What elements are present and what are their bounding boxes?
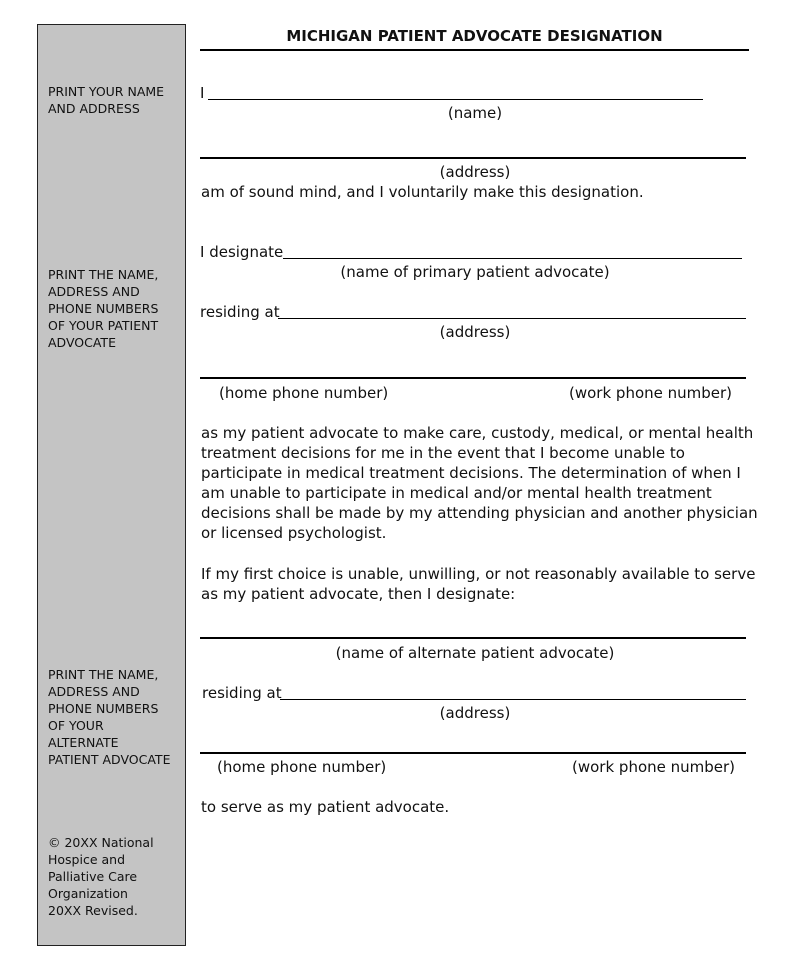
residing-label: residing at [200, 303, 280, 321]
primary-advocate-address-field[interactable] [278, 318, 746, 319]
title-underline [200, 49, 749, 51]
primary-advocate-name-field[interactable] [283, 258, 742, 259]
alt-home-phone-caption: (home phone number) [217, 758, 387, 776]
address-field[interactable] [200, 157, 746, 159]
copyright-notice: © 20XX National Hospice and Palliative Care Organization 20XX Revised. [48, 835, 154, 918]
alt-residing-label: residing at [202, 684, 282, 702]
home-phone-caption: (home phone number) [219, 384, 389, 402]
work-phone-caption: (work phone number) [569, 384, 733, 402]
instruction-sidebar [37, 24, 186, 946]
address-caption: (address) [439, 163, 511, 181]
alt-work-phone-caption: (work phone number) [572, 758, 736, 776]
alternate-advocate-caption: (name of alternate patient advocate) [335, 644, 615, 662]
sound-mind-statement: am of sound mind, and I voluntarily make this designation. [201, 183, 644, 201]
alt-address-caption: (address) [439, 704, 511, 722]
note-name-address: PRINT YOUR NAME AND ADDRESS [48, 84, 165, 116]
i-label: I [200, 84, 205, 102]
note-primary-advocate: PRINT THE NAME, ADDRESS AND PHONE NUMBERS OF YOUR PATIENT ADVOCATE [48, 267, 159, 350]
alternate-phone-field[interactable] [200, 752, 746, 754]
alternate-advocate-address-field[interactable] [280, 699, 746, 700]
primary-phone-field[interactable] [200, 377, 746, 379]
alternate-intro-paragraph: If my first choice is unable, unwilling, or not reasonably available to serve as my patient advocate, then I designate: [201, 565, 756, 603]
advocate-authority-paragraph: as my patient advocate to make care, custody, medical, or mental health treatment decisions for me in the event that I become unable to participate in medical treatment decisions. The determination of when I am unable to participate in medical and/or mental health treatment decisions shall be made by my attending physician and another physician or licensed psychologist. [201, 424, 758, 542]
alternate-advocate-name-field[interactable] [200, 637, 746, 639]
primary-address-caption: (address) [439, 323, 511, 341]
name-caption: (name) [447, 104, 503, 122]
primary-advocate-caption: (name of primary patient advocate) [340, 263, 610, 281]
designate-label: I designate [200, 243, 284, 261]
closing-statement: to serve as my patient advocate. [201, 798, 450, 816]
note-alternate-advocate: PRINT THE NAME, ADDRESS AND PHONE NUMBERS OF YOUR ALTERNATE PATIENT ADVOCATE [48, 667, 171, 767]
name-field[interactable] [208, 99, 703, 100]
document-title: MICHIGAN PATIENT ADVOCATE DESIGNATION [286, 27, 663, 45]
